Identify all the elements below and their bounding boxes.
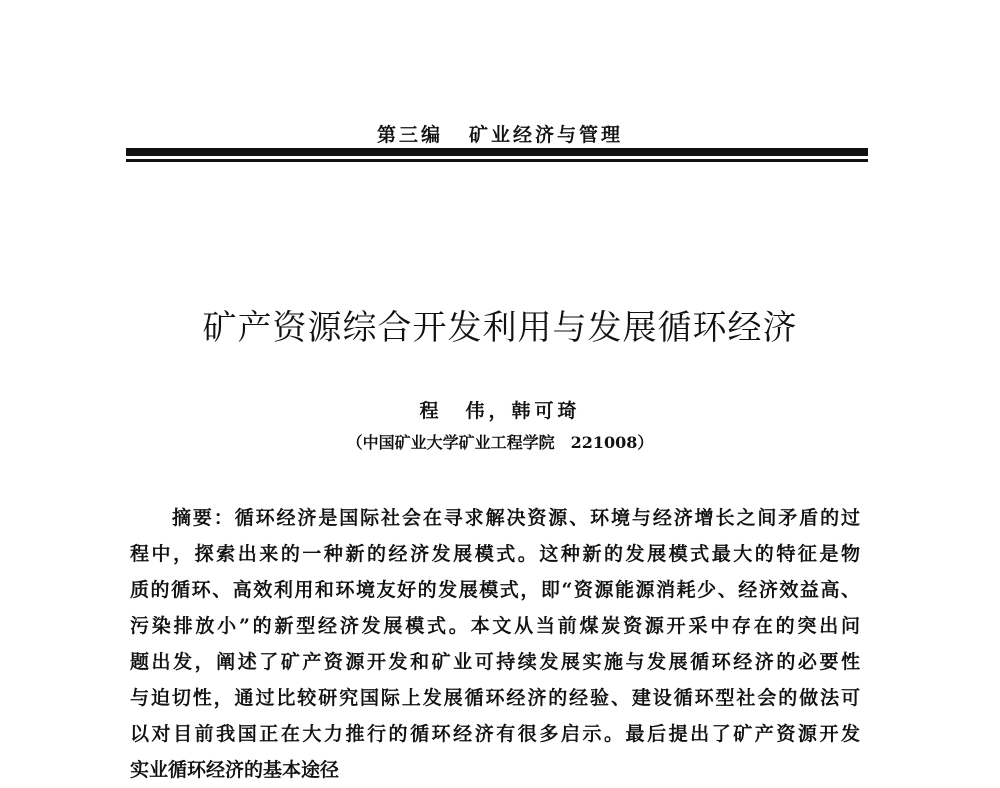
abstract-line: 题出发，阐述了矿产资源开发和矿业可持续发展实施与发展循环经济的必要性 [130, 651, 860, 673]
authors: 程 伟，韩可琦 [419, 400, 581, 422]
header-rule-thick [126, 148, 868, 156]
paper-title: 矿产资源综合开发利用与发展循环经济 [202, 308, 798, 348]
header-rule-thin [126, 159, 868, 162]
abstract-line: 实业循环经济的基本途径 [130, 759, 340, 781]
abstract-line: 程中，探索出来的一种新的经济发展模式。这种新的发展模式最大的特征是物 [130, 543, 860, 565]
running-head [0, 120, 1000, 147]
affiliation: （中国矿业大学矿业工程学院 221008） [346, 433, 654, 452]
abstract-text: 循环经济是国际社会在寻求解决资源、环境与经济增长之间矛盾的过 [234, 507, 860, 529]
abstract-line: 与迫切性，通过比较研究国际上发展循环经济的经验、建设循环型社会的做法可 [130, 687, 860, 709]
abstract-line [130, 500, 860, 536]
abstract-line: 质的循环、高效利用和环境友好的发展模式，即“资源能源消耗少、经济效益高、 [130, 579, 860, 601]
section-label: 矿业经济与管理 [469, 124, 624, 146]
abstract-line: 以对目前我国正在大力推行的循环经济有很多启示。最后提出了矿产资源开发 [130, 723, 860, 745]
part-label: 第三编 [376, 124, 443, 146]
abstract [130, 500, 860, 788]
abstract-line: 污染排放小”的新型经济发展模式。本文从当前煤炭资源开采中存在的突出问 [130, 615, 860, 637]
abstract-label: 摘要： [172, 507, 235, 529]
